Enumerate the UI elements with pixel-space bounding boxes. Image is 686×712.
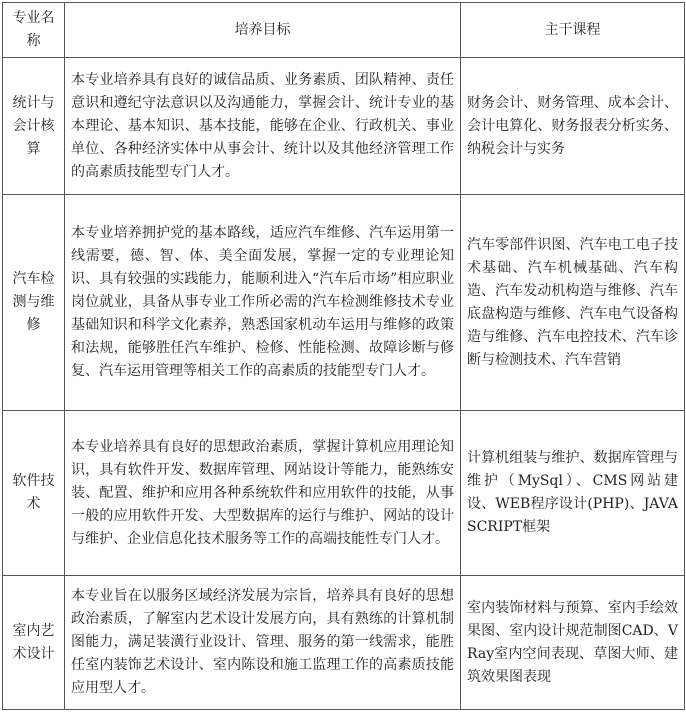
main-courses-cell: 财务会计、财务管理、成本会计、会计电算化、财务报表分析实务、纳税会计与实务 (461, 58, 685, 195)
major-name-cell: 统计与会计核算 (3, 58, 65, 195)
major-table (2, 2, 685, 710)
header-major-name: 专业名称 (3, 3, 65, 58)
major-name-cell: 汽车检测与维修 (3, 195, 65, 411)
header-training-goal: 培养目标 (65, 3, 461, 58)
major-name-cell: 室内艺术设计 (3, 576, 65, 710)
table-row (3, 411, 685, 576)
main-courses-cell: 室内装饰材料与预算、室内手绘效果图、室内设计规范制图CAD、VRay室内空间表现、草图大师、建筑效果图表现 (461, 576, 685, 710)
table-row (3, 576, 685, 710)
training-goal-cell: 本专业培养具有良好的诚信品质、业务素质、团队精神、责任意识和遵纪守法意识以及沟通能力，掌握会计、统计专业的基本理论、基本知识、基本技能，能够在企业、行政机关、事业单位、各种经济实体中从事会计、统计以及其他经济管理工作的高素质技能型专门人才。 (65, 58, 461, 195)
training-goal-cell: 本专业培养拥护党的基本路线，适应汽车维修、汽车运用第一线需要，德、智、体、美全面发展，掌握一定的专业理论知识、具有较强的实践能力，能顺利进入“汽车后市场”相应职业岗位就业，具备从事专业工作所必需的汽车检测维修技术专业基础知识和科学文化素养，熟悉国家机动车运用与维修的政策和法规，能够胜任汽车维护、检修、性能检测、故障诊断与修复、汽车运用管理等相关工作的高素质的技能型专门人才。 (65, 195, 461, 411)
header-main-courses: 主干课程 (461, 3, 685, 58)
header-row (3, 3, 685, 58)
table-row (3, 195, 685, 411)
training-goal-cell: 本专业培养具有良好的思想政治素质，掌握计算机应用理论知识，具有软件开发、数据库管理、网站设计等能力，能熟练安装、配置、维护和应用各种系统软件和应用软件的技能，从事一般的应用软件开发、大型数据库的运行与维护、网站的设计与维护、企业信息化技术服务等工作的高端技能性专门人才。 (65, 411, 461, 576)
training-goal-cell: 本专业旨在以服务区域经济发展为宗旨，培养具有良好的思想政治素质，了解室内艺术设计发展方向，具有熟练的计算机制图能力，满足装潢行业设计、管理、服务的第一线需求，能胜任室内装饰艺术设计、室内陈设和施工监理工作的高素质技能应用型人才。 (65, 576, 461, 710)
table-row (3, 58, 685, 195)
main-courses-cell: 汽车零部件识图、汽车电工电子技术基础、汽车机械基础、汽车构造、汽车发动机构造与维修、汽车底盘构造与维修、汽车电气设备构造与维修、汽车电控技术、汽车诊断与检测技术、汽车营销 (461, 195, 685, 411)
major-name-cell: 软件技术 (3, 411, 65, 576)
main-courses-cell: 计算机组装与维护、数据库管理与维护（MySql）、CMS网站建设、WEB程序设计(PHP)、JAVA SCRIPT框架 (461, 411, 685, 576)
